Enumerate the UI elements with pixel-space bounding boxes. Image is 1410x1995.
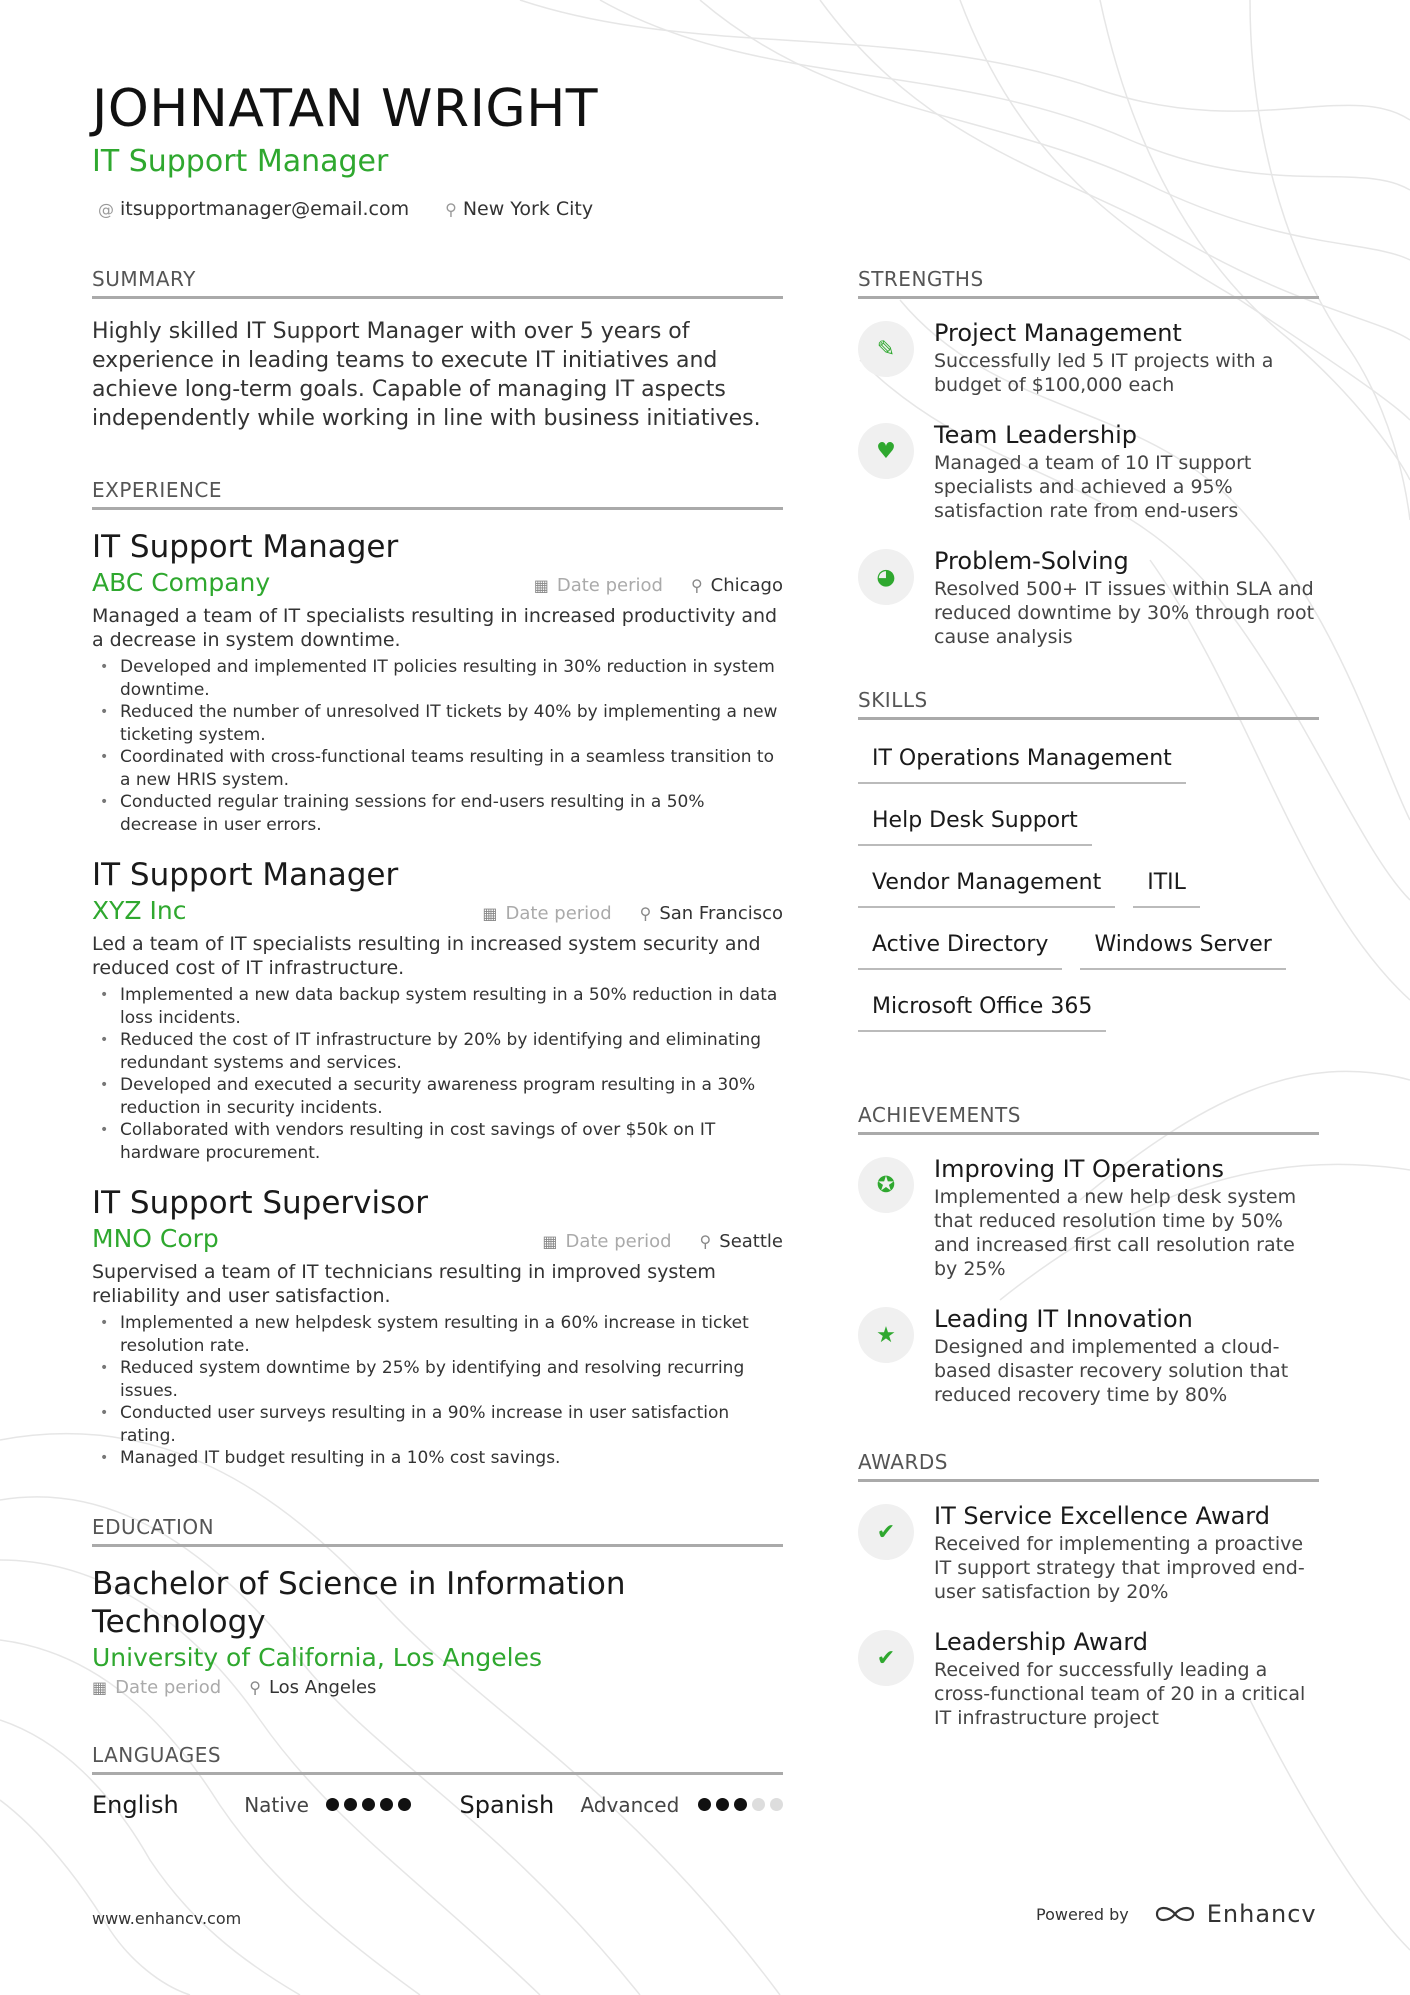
- calendar-icon: ▦: [542, 1232, 558, 1251]
- footer-branding: [1036, 1900, 1317, 1928]
- job-title: IT Support Manager: [92, 857, 399, 893]
- dot-empty: [770, 1798, 783, 1811]
- strength-item: [858, 419, 1319, 523]
- at-sign-icon: @: [98, 199, 114, 219]
- location-text: New York City: [462, 198, 594, 220]
- award-item: [858, 1626, 1319, 1730]
- achievement-title: Improving IT Operations: [934, 1155, 1224, 1183]
- contact-info: [98, 198, 593, 220]
- skill-tag: Active Directory: [858, 926, 1062, 970]
- location-pin-icon: ⚲: [699, 1232, 712, 1251]
- degree-title: Bachelor of Science in Information Technology: [92, 1565, 626, 1640]
- experience-entry: [92, 856, 783, 1164]
- award-title: IT Service Excellence Award: [934, 1502, 1270, 1530]
- achievement-item: [858, 1303, 1319, 1407]
- job-location: Chicago: [710, 575, 783, 596]
- list-item: • Implemented a new data backup system resulting in a 50% reduction in data loss incidents.: [92, 984, 783, 1029]
- skill-tag: IT Operations Management: [858, 740, 1186, 784]
- experience-entry: [92, 1184, 783, 1470]
- language-level: Native: [244, 1792, 309, 1817]
- job-description: Led a team of IT specialists resulting in increased system security and reduced cost of IT infrastructure.: [92, 933, 761, 979]
- job-description: Supervised a team of IT technicians resulting in improved system reliability and user satisfaction.: [92, 1261, 716, 1307]
- skill-tag: Windows Server: [1080, 926, 1285, 970]
- strength-item: [858, 545, 1319, 649]
- calendar-icon: ▦: [92, 1677, 108, 1697]
- experience-entry: [92, 528, 783, 836]
- school-name: University of California, Los Angeles: [92, 1642, 543, 1672]
- job-bullets: [92, 656, 783, 836]
- dot-filled: [716, 1798, 729, 1811]
- powered-by-text: Powered by: [1036, 1904, 1129, 1924]
- job-description: Managed a team of IT specialists resulting in increased productivity and a decrease in system downtime.: [92, 605, 778, 651]
- dot-filled: [344, 1798, 357, 1811]
- date-period: Date period: [556, 575, 663, 596]
- enhancv-logo-icon: [1153, 1902, 1199, 1926]
- strength-title: Team Leadership: [934, 421, 1137, 449]
- languages-heading: LANGUAGES: [92, 1742, 783, 1775]
- list-item: • Reduced the cost of IT infrastructure by 20% by identifying and eliminating redundant systems and services.: [92, 1029, 783, 1074]
- candidate-name: JOHNATAN WRIGHT: [92, 79, 599, 139]
- job-title: IT Support Manager: [92, 529, 399, 565]
- strengths-heading: STRENGTHS: [858, 266, 1319, 299]
- list-item: • Reduced system downtime by 25% by identifying and resolving recurring issues.: [92, 1357, 783, 1402]
- left-column: [92, 266, 783, 1819]
- strength-description: Resolved 500+ IT issues within SLA and reduced downtime by 30% through root cause analysis: [934, 578, 1315, 648]
- summary-heading: SUMMARY: [92, 266, 783, 299]
- magic-wand-icon: ✎: [858, 321, 914, 377]
- dot-filled: [380, 1798, 393, 1811]
- proficiency-dots: [698, 1798, 783, 1811]
- email-link[interactable]: itsupportmanager@email.com: [120, 198, 410, 220]
- award-item: [858, 1500, 1319, 1604]
- achievement-title: Leading IT Innovation: [934, 1305, 1193, 1333]
- calendar-icon: ▦: [482, 904, 498, 923]
- list-item: • Conducted regular training sessions for end-users resulting in a 50% decrease in user errors.: [92, 791, 783, 836]
- location-pin-icon: ⚲: [690, 576, 703, 595]
- skill-tag: Vendor Management: [858, 864, 1115, 908]
- proficiency-dots: [326, 1798, 411, 1811]
- dot-filled: [734, 1798, 747, 1811]
- award-description: Received for implementing a proactive IT support strategy that improved end-user satisfaction by 20%: [934, 1533, 1305, 1603]
- job-meta: [482, 903, 783, 924]
- skill-tag: Help Desk Support: [858, 802, 1092, 846]
- education-meta: [92, 1677, 783, 1698]
- education-location: Los Angeles: [268, 1676, 377, 1698]
- location-pin-icon: ⚲: [445, 199, 457, 219]
- award-title: Leadership Award: [934, 1628, 1148, 1656]
- strength-description: Managed a team of 10 IT support specialists and achieved a 95% satisfaction rate from end-users: [934, 452, 1252, 522]
- dot-filled: [326, 1798, 339, 1811]
- skill-tag: ITIL: [1133, 864, 1200, 908]
- footer-website-link[interactable]: www.enhancv.com: [92, 1909, 242, 1928]
- heart-icon: ♥: [858, 423, 914, 479]
- job-title: IT Support Supervisor: [92, 1185, 428, 1221]
- job-bullets: [92, 984, 783, 1164]
- list-item: • Collaborated with vendors resulting in cost savings of over $50k on IT hardware procurement.: [92, 1119, 783, 1164]
- brand-name: Enhancv: [1206, 1900, 1317, 1928]
- list-item: • Reduced the number of unresolved IT tickets by 40% by implementing a new ticketing system.: [92, 701, 783, 746]
- education-entry: [92, 1565, 783, 1698]
- dot-filled: [362, 1798, 375, 1811]
- checkmark-icon: ✔: [858, 1504, 914, 1560]
- list-item: • Developed and executed a security awareness program resulting in a 30% reduction in security incidents.: [92, 1074, 783, 1119]
- company-name: ABC Company: [92, 568, 271, 597]
- date-period: Date period: [115, 1676, 222, 1698]
- date-period: Date period: [565, 1231, 672, 1252]
- company-name: MNO Corp: [92, 1224, 219, 1253]
- language-level: Advanced: [580, 1792, 680, 1817]
- calendar-icon: ▦: [533, 576, 549, 595]
- checkmark-icon: ✔: [858, 1630, 914, 1686]
- achievements-heading: ACHIEVEMENTS: [858, 1102, 1319, 1135]
- star-icon: ★: [858, 1307, 914, 1363]
- strength-item: [858, 317, 1319, 397]
- dot-filled: [398, 1798, 411, 1811]
- job-bullets: [92, 1312, 783, 1470]
- right-column: [858, 266, 1319, 1730]
- achievement-item: [858, 1153, 1319, 1281]
- candidate-role: IT Support Manager: [92, 144, 389, 179]
- dot-filled: [698, 1798, 711, 1811]
- job-meta: [542, 1231, 783, 1252]
- achievement-description: Designed and implemented a cloud-based disaster recovery solution that reduced recovery time by 80%: [934, 1336, 1289, 1406]
- education-heading: EDUCATION: [92, 1514, 783, 1547]
- list-item: • Coordinated with cross-functional teams resulting in a seamless transition to a new HRIS system.: [92, 746, 783, 791]
- achievement-description: Implemented a new help desk system that reduced resolution time by 50% and increased first call resolution rate by 25%: [934, 1186, 1297, 1280]
- job-meta: [534, 575, 783, 596]
- language-name: Spanish: [459, 1790, 555, 1819]
- list-item: • Developed and implemented IT policies resulting in 30% reduction in system downtime.: [92, 656, 783, 701]
- languages-list: [92, 1791, 783, 1819]
- list-item: • Conducted user surveys resulting in a 90% increase in user satisfaction rating.: [92, 1402, 783, 1447]
- location-pin-icon: ⚲: [249, 1677, 261, 1697]
- skill-tag: Microsoft Office 365: [858, 988, 1106, 1032]
- strength-title: Problem-Solving: [934, 547, 1129, 575]
- dot-empty: [752, 1798, 765, 1811]
- strength-title: Project Management: [934, 319, 1182, 347]
- company-name: XYZ Inc: [92, 896, 187, 925]
- skills-list: [858, 740, 1319, 1032]
- awards-heading: AWARDS: [858, 1449, 1319, 1482]
- language-name: English: [92, 1790, 179, 1819]
- summary-text: Highly skilled IT Support Manager with over 5 years of experience in leading teams to execute IT initiatives and achieve long-term goals. Capable of managing IT aspects independently while working in line with business initiatives.: [92, 319, 761, 431]
- brain-head-icon: ◕: [858, 549, 914, 605]
- skills-heading: SKILLS: [858, 687, 1319, 720]
- job-location: San Francisco: [659, 903, 783, 924]
- award-description: Received for successfully leading a cross-functional team of 20 in a critical IT infrastructure project: [934, 1659, 1306, 1729]
- experience-heading: EXPERIENCE: [92, 477, 783, 510]
- enhancv-logo[interactable]: [1153, 1900, 1317, 1928]
- list-item: • Implemented a new helpdesk system resulting in a 60% increase in ticket resolution rate.: [92, 1312, 783, 1357]
- list-item: • Managed IT budget resulting in a 10% cost savings.: [92, 1447, 783, 1470]
- location-pin-icon: ⚲: [639, 904, 652, 923]
- job-location: Seattle: [719, 1231, 783, 1252]
- date-period: Date period: [505, 903, 612, 924]
- award-ribbon-icon: ✪: [858, 1157, 914, 1213]
- strength-description: Successfully led 5 IT projects with a budget of $100,000 each: [934, 350, 1274, 396]
